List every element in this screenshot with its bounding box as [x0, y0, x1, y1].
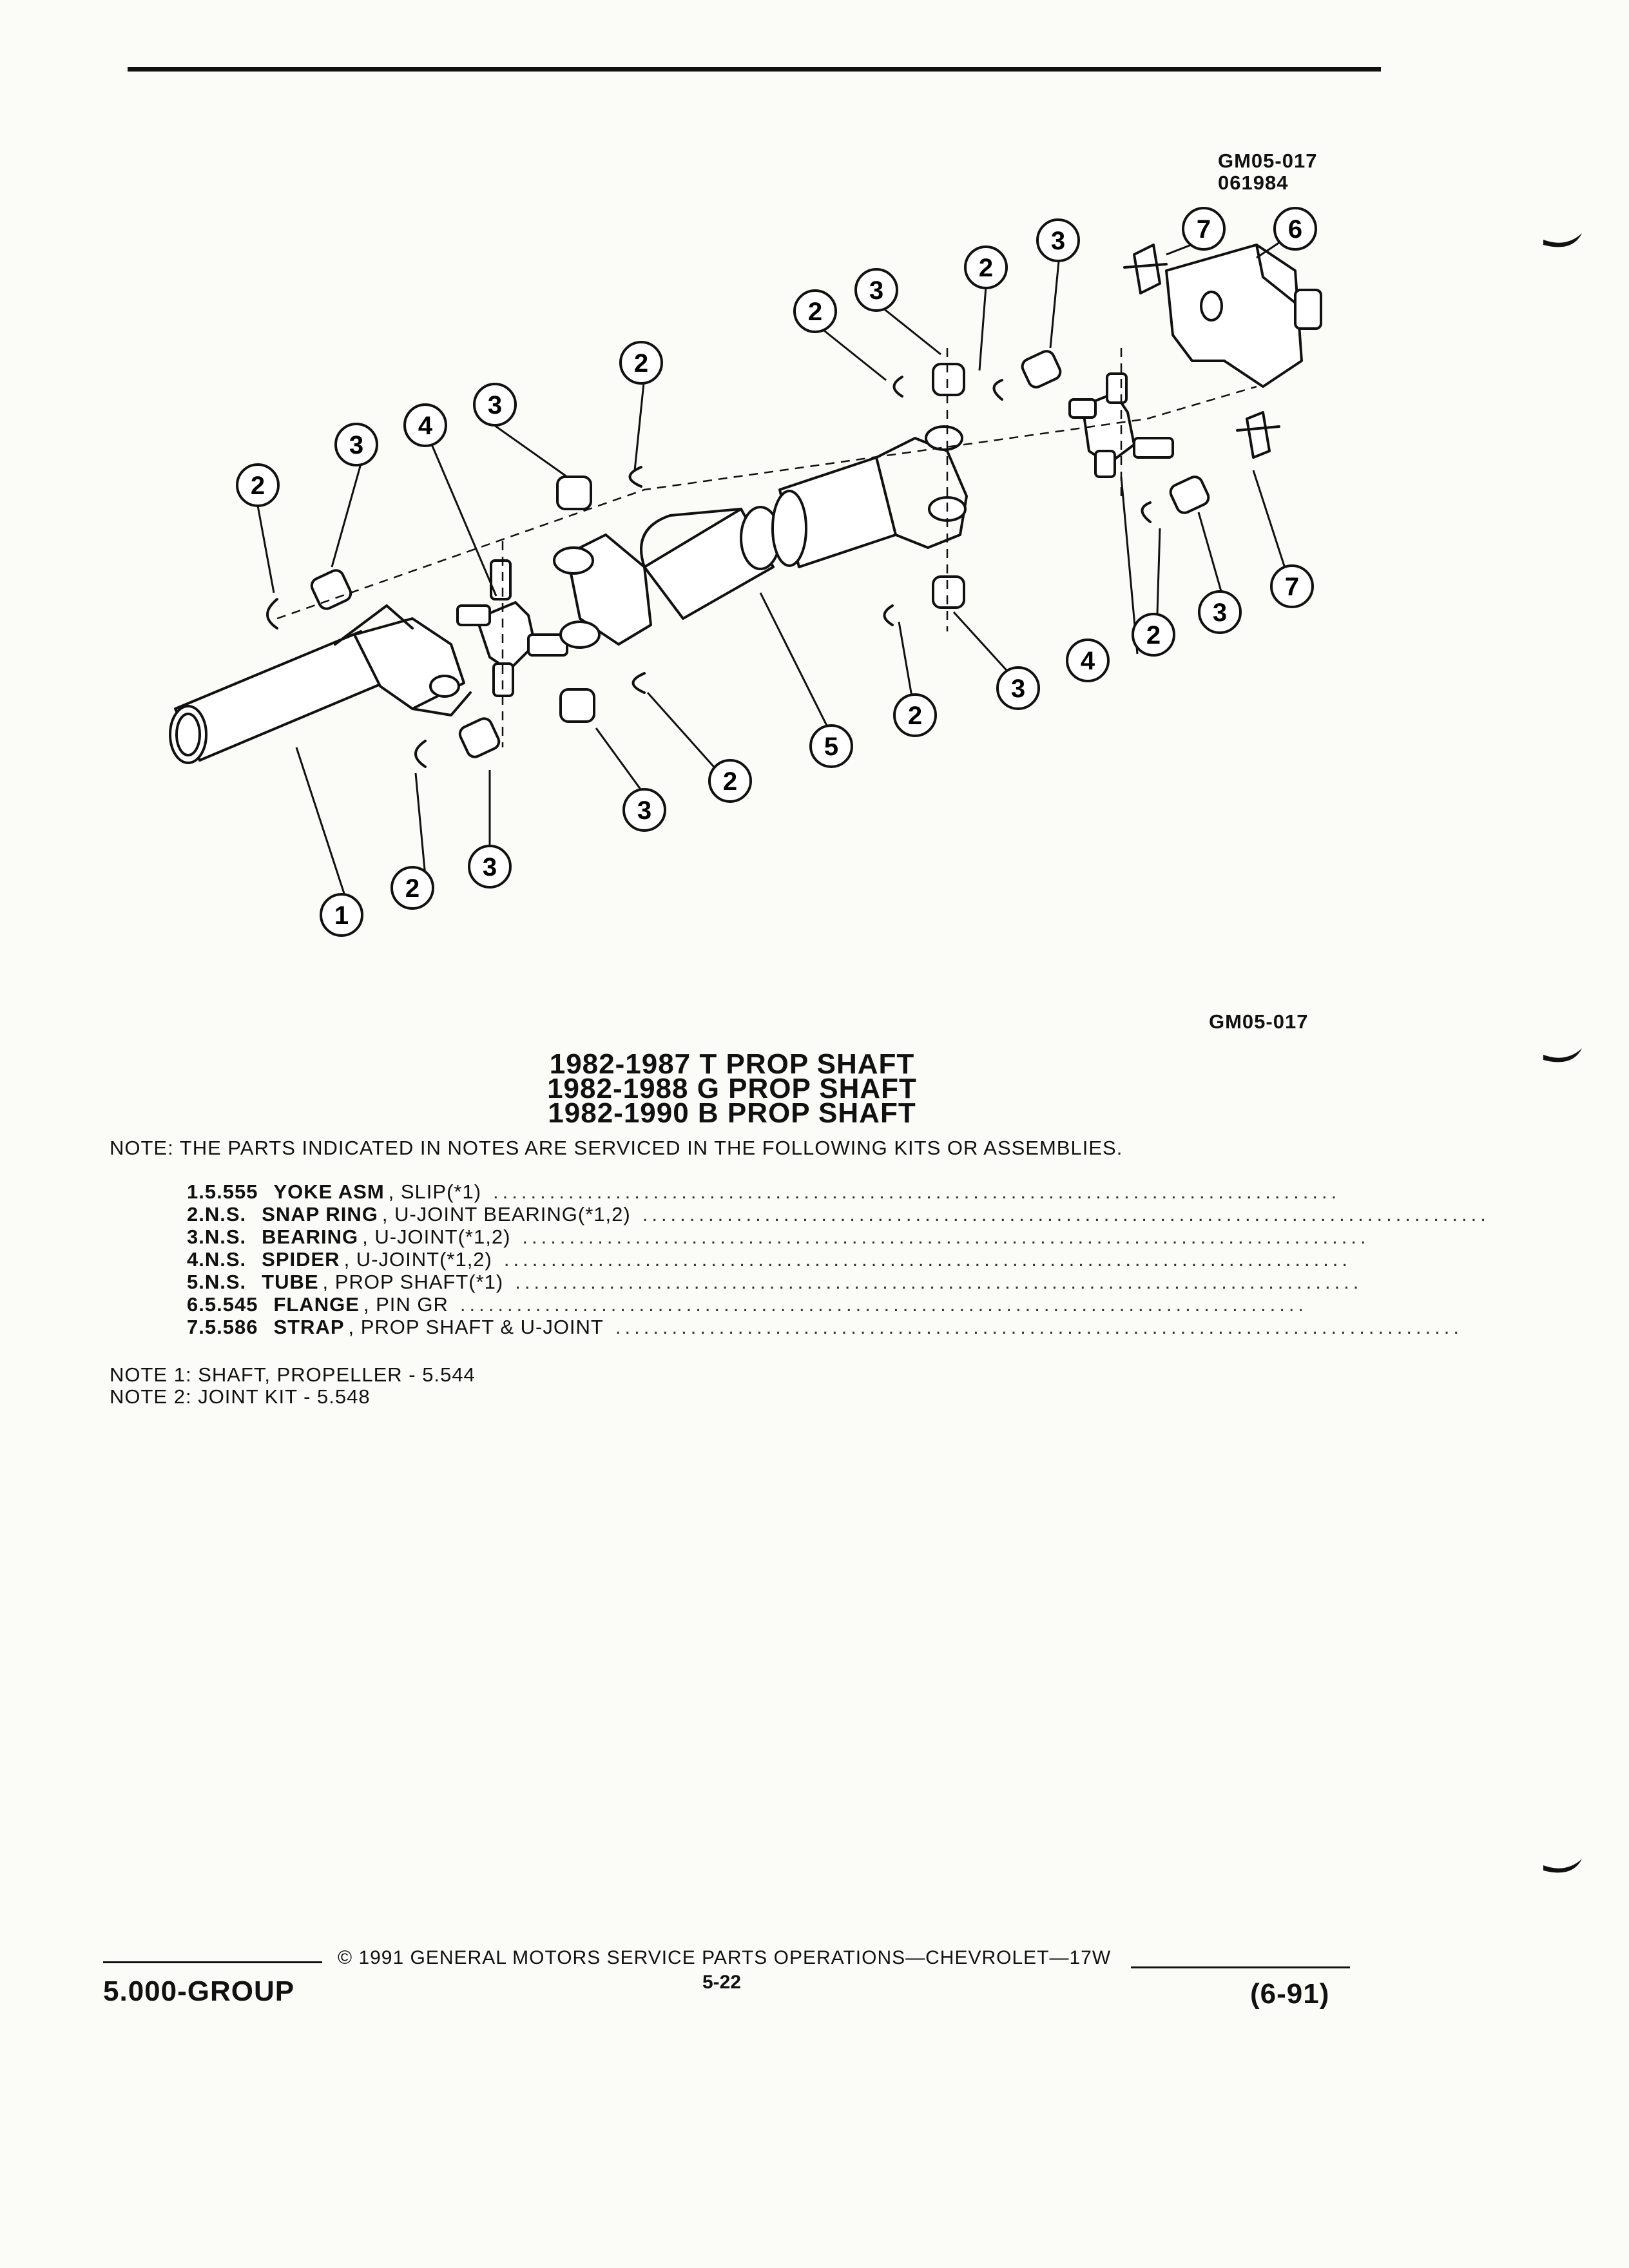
parts-list — [187, 1180, 1490, 1338]
callout-3-label: 3 — [1010, 675, 1026, 703]
part-code: N.S. — [204, 1271, 247, 1293]
callout-4 — [405, 405, 446, 446]
callout-3-label: 3 — [1212, 599, 1228, 627]
callout-2 — [237, 465, 278, 506]
part-desc: , PROP SHAFT(*1) — [322, 1271, 504, 1293]
callout-3 — [998, 668, 1039, 709]
callout-7-label: 7 — [1284, 573, 1300, 601]
callout-5 — [811, 726, 852, 767]
figure-date-code: 061984 — [1218, 171, 1289, 194]
part-code: 5.555 — [204, 1180, 258, 1203]
flange-part — [1166, 245, 1321, 387]
callout-2 — [392, 867, 433, 908]
callout-2-label: 2 — [633, 349, 649, 378]
leader-dots: .......................................................................................... — [615, 1316, 1463, 1338]
group-label: 5.000-GROUP — [103, 1975, 295, 2007]
part-number: 1. — [187, 1180, 205, 1203]
callout-2-label: 2 — [250, 472, 265, 500]
callout-3 — [469, 846, 510, 887]
callout-7-label: 7 — [1196, 215, 1211, 244]
note-header: NOTE: THE PARTS INDICATED IN NOTES ARE SERVICED IN THE FOLLOWING KITS OR ASSEMBLIES. — [110, 1137, 1123, 1159]
part-row — [187, 1180, 1341, 1203]
part-desc: , PIN GR — [363, 1293, 448, 1316]
callout-5-label: 5 — [824, 733, 839, 761]
footer-rule-left — [103, 1961, 322, 1963]
leader-lines — [258, 232, 1295, 905]
part-name: TUBE — [262, 1271, 319, 1293]
leader-dots: .......................................................................................... — [642, 1203, 1490, 1225]
callout-2-label: 2 — [405, 874, 420, 903]
part-number: 7. — [187, 1316, 205, 1338]
callouts — [237, 208, 1316, 936]
part-row — [187, 1225, 1370, 1248]
prop-shaft-exploded-diagram — [0, 0, 1629, 1005]
part-row — [187, 1203, 1490, 1225]
callout-2 — [621, 342, 662, 383]
part-name: FLANGE — [273, 1293, 360, 1316]
part-code: 5.545 — [204, 1293, 258, 1316]
spider-left — [458, 561, 567, 696]
note-1: NOTE 1: SHAFT, PROPELLER - 5.544 — [110, 1363, 476, 1386]
callout-6 — [1275, 208, 1316, 249]
part-row — [187, 1248, 1352, 1271]
part-number: 6. — [187, 1293, 205, 1316]
part-desc: , SLIP(*1) — [388, 1180, 482, 1203]
callout-2 — [709, 760, 751, 802]
callout-6-label: 6 — [1287, 215, 1303, 244]
callout-3 — [474, 384, 516, 425]
title-line-1: 1982-1987 T PROP SHAFT — [549, 1048, 915, 1080]
part-code: N.S. — [204, 1203, 247, 1225]
callout-3-label: 3 — [482, 853, 497, 881]
title-line-2: 1982-1988 G PROP SHAFT — [547, 1073, 917, 1104]
part-name: STRAP — [273, 1316, 345, 1338]
part-desc: , U-JOINT(*1,2) — [362, 1225, 511, 1248]
part-name: SNAP RING — [262, 1203, 378, 1225]
part-row — [187, 1293, 1308, 1316]
callout-3 — [336, 424, 377, 465]
callout-4-label: 4 — [418, 412, 433, 440]
part-number: 3. — [187, 1225, 205, 1248]
callout-2-label: 2 — [807, 298, 823, 326]
callout-3-label: 3 — [1050, 227, 1066, 255]
callout-3-label: 3 — [349, 431, 364, 459]
tube-part — [554, 427, 967, 648]
callout-3 — [1199, 591, 1240, 633]
part-desc: , PROP SHAFT & U-JOINT — [348, 1316, 604, 1338]
leader-dots: .......................................................................................... — [522, 1225, 1370, 1248]
part-code: 5.586 — [204, 1316, 258, 1338]
callout-7 — [1271, 566, 1313, 607]
callout-2 — [1133, 614, 1174, 655]
copyright-line: © 1991 GENERAL MOTORS SERVICE PARTS OPERATIONS—CHEVROLET—17W — [338, 1947, 1112, 1968]
callout-3 — [1037, 220, 1079, 261]
callout-1 — [321, 894, 362, 936]
part-desc: , U-JOINT(*1,2) — [343, 1248, 492, 1271]
callout-1-label: 1 — [334, 901, 349, 930]
callout-2-label: 2 — [1146, 621, 1161, 649]
figure-id-bottom: GM05-017 — [1209, 1010, 1309, 1033]
footer-rule-right — [1131, 1966, 1350, 1968]
callout-2-label: 2 — [907, 702, 923, 730]
callout-3 — [856, 269, 897, 311]
edge-marks — [1543, 233, 1582, 1872]
figure-id-top: GM05-017 — [1218, 149, 1318, 172]
leader-dots: .......................................................................................... — [515, 1271, 1363, 1293]
slip-yoke-part — [170, 606, 470, 763]
callout-2-label: 2 — [978, 254, 994, 282]
part-name: YOKE ASM — [273, 1180, 385, 1203]
callout-4-label: 4 — [1080, 647, 1095, 675]
part-desc: , U-JOINT BEARING(*1,2) — [381, 1203, 631, 1225]
part-number: 4. — [187, 1248, 205, 1271]
callout-2 — [795, 291, 836, 332]
callout-3-label: 3 — [869, 276, 884, 305]
callout-3-label: 3 — [637, 796, 652, 825]
page-number: 5-22 — [702, 1972, 742, 1993]
part-code: N.S. — [204, 1225, 247, 1248]
part-row — [187, 1316, 1463, 1338]
callout-7 — [1183, 208, 1224, 249]
leader-dots: .......................................................................................... — [493, 1180, 1341, 1203]
callout-4 — [1067, 640, 1108, 681]
note-2: NOTE 2: JOINT KIT - 5.548 — [110, 1385, 371, 1408]
part-row — [187, 1271, 1363, 1293]
leader-dots: .......................................................................................... — [503, 1248, 1352, 1271]
part-number: 5. — [187, 1271, 205, 1293]
callout-2-label: 2 — [722, 767, 738, 796]
part-code: N.S. — [204, 1248, 247, 1271]
callout-3 — [624, 789, 665, 831]
title-line-3: 1982-1990 B PROP SHAFT — [548, 1097, 916, 1129]
part-number: 2. — [187, 1203, 205, 1225]
callout-2 — [965, 247, 1007, 288]
revision-date: (6-91) — [1250, 1978, 1330, 2010]
part-name: BEARING — [262, 1225, 359, 1248]
part-name: SPIDER — [262, 1248, 340, 1271]
leader-dots: .......................................................................................... — [459, 1293, 1308, 1316]
callout-2 — [894, 695, 936, 736]
callout-3-label: 3 — [487, 391, 503, 419]
